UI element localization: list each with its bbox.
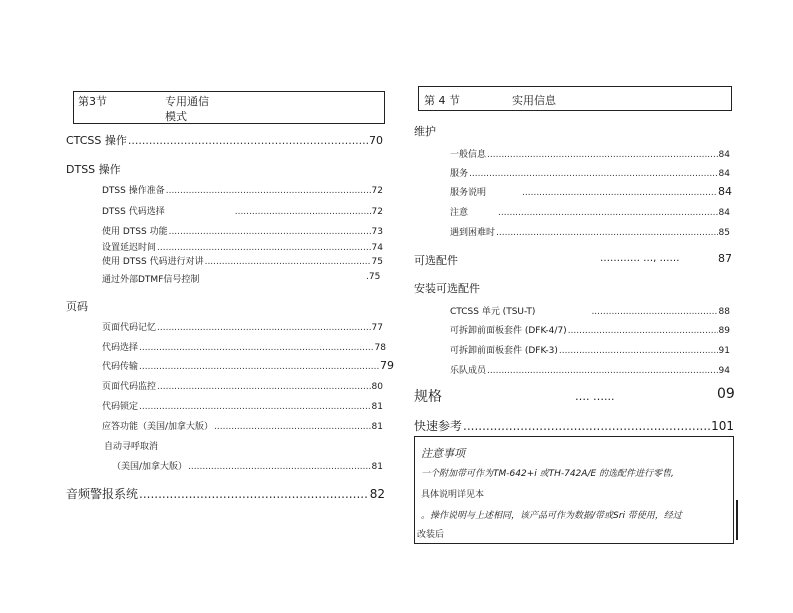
toc-paging-item[interactable] bbox=[102, 399, 383, 412]
toc-dtss-item-page: .75 bbox=[366, 272, 381, 282]
toc-item-label: 应答功能（美国/加拿大版） bbox=[102, 422, 214, 432]
toc-paging-item[interactable] bbox=[102, 379, 383, 392]
toc-auto-cancel-line1: 自动寻呼取消 bbox=[104, 442, 159, 452]
toc-leader bbox=[128, 134, 368, 147]
toc-item-page: 89 bbox=[718, 326, 730, 336]
toc-item-page: 79 bbox=[380, 359, 394, 372]
toc-leader bbox=[469, 169, 718, 179]
toc-item-label: DTSS 操作准备 bbox=[102, 186, 165, 196]
toc-item-label: 一般信息 bbox=[450, 150, 487, 160]
toc-item-page: 78 bbox=[374, 343, 386, 353]
toc-alarm[interactable] bbox=[66, 485, 385, 502]
toc-dtss-heading: DTSS 操作 bbox=[66, 163, 121, 176]
left-section-title-1: 专用通信 bbox=[165, 95, 209, 108]
toc-maintenance-item[interactable] bbox=[450, 166, 730, 179]
toc-item-page: 91 bbox=[718, 346, 730, 356]
toc-options-label[interactable]: 可选配件 bbox=[414, 254, 458, 267]
toc-options-page: 87 bbox=[718, 252, 732, 265]
note-line: 改装后 bbox=[417, 530, 445, 540]
toc-leader bbox=[522, 188, 717, 198]
toc-ctcss-page: 70 bbox=[369, 134, 383, 147]
toc-item-label: 设置延迟时间 bbox=[102, 243, 157, 253]
toc-item-page: 75 bbox=[371, 257, 383, 267]
toc-item-page: 73 bbox=[371, 227, 383, 237]
left-section-title-2: 模式 bbox=[165, 110, 187, 123]
toc-leader bbox=[463, 419, 710, 433]
toc-specs-page: 09 bbox=[717, 386, 735, 402]
toc-leader bbox=[157, 323, 371, 333]
toc-leader bbox=[487, 150, 718, 160]
toc-item-label: DTSS 代码选择 bbox=[102, 207, 165, 217]
toc-leader bbox=[139, 402, 371, 412]
toc-leader bbox=[169, 227, 371, 237]
toc-item-label: 页面代码记忆 bbox=[102, 323, 157, 333]
toc-item-page: 84 bbox=[718, 169, 730, 179]
toc-item-label: 服务 bbox=[450, 169, 469, 179]
toc-item-page: 84 bbox=[718, 208, 730, 218]
toc-install-heading: 安装可选配件 bbox=[414, 282, 480, 295]
left-section-header bbox=[73, 91, 385, 124]
toc-specs-dots: …. …... bbox=[575, 390, 615, 403]
toc-paging-item[interactable] bbox=[102, 320, 383, 333]
toc-item-page: 77 bbox=[371, 323, 383, 333]
toc-item-label: 使用 DTSS 功能 bbox=[102, 227, 168, 237]
toc-item-label: 代码锁定 bbox=[102, 402, 139, 412]
toc-alarm-label: 音频警报系统 bbox=[66, 487, 139, 501]
note-title: 注意事项 bbox=[421, 447, 465, 460]
toc-paging-item[interactable] bbox=[102, 340, 386, 353]
toc-maintenance-item[interactable] bbox=[450, 147, 730, 160]
toc-item-page: 84 bbox=[718, 185, 732, 198]
toc-item-label: 页面代码监控 bbox=[102, 382, 157, 392]
note-line: 具体说明详见本 bbox=[421, 490, 485, 500]
toc-item-label: （美国/加拿大版） bbox=[112, 462, 188, 472]
toc-paging-item[interactable] bbox=[102, 359, 394, 372]
toc-leader bbox=[205, 257, 371, 267]
toc-item-label: 乐队成员 bbox=[450, 366, 487, 376]
toc-paging-heading: 页码 bbox=[66, 300, 88, 313]
toc-quickref-label: 快速参考 bbox=[414, 419, 463, 433]
toc-leader bbox=[188, 462, 371, 472]
left-section-number: 第3节 bbox=[78, 95, 107, 108]
toc-item-label: 代码选择 bbox=[102, 343, 139, 353]
toc-item-page: 84 bbox=[718, 150, 730, 160]
toc-item-page: 94 bbox=[718, 366, 730, 376]
note-line: 一个附加带可作为TM-642+i 或TH-742A/E 的选配件进行零售, bbox=[421, 469, 674, 479]
note-line: 。操作说明与上述相同，该产品可作为数据/带或Sri 带使用，经过 bbox=[421, 511, 682, 521]
toc-leader bbox=[498, 208, 718, 218]
toc-item-page: 81 bbox=[371, 462, 383, 472]
toc-dtss-item[interactable] bbox=[102, 224, 383, 237]
toc-item-page: 88 bbox=[718, 307, 730, 317]
toc-install-item[interactable] bbox=[450, 323, 730, 336]
toc-item-page: 81 bbox=[371, 422, 383, 432]
toc-leader bbox=[235, 207, 371, 217]
right-section-header bbox=[418, 86, 732, 111]
toc-item-label: 可拆卸前面板套件 (DFK-4/7) bbox=[450, 326, 567, 336]
toc-leader bbox=[591, 307, 717, 317]
right-section-number: 第 4 节 bbox=[424, 94, 460, 107]
toc-leader bbox=[157, 382, 371, 392]
toc-dtss-item[interactable] bbox=[102, 254, 383, 267]
toc-item-label: 注意 bbox=[450, 208, 469, 218]
toc-ctcss-label: CTCSS 操作 bbox=[66, 134, 127, 147]
toc-item-label: 代码传输 bbox=[102, 362, 139, 372]
toc-item-label: 遇到困难时 bbox=[450, 228, 496, 238]
toc-item-page: 72 bbox=[371, 186, 383, 196]
toc-item-page: 80 bbox=[371, 382, 383, 392]
toc-maintenance-item[interactable] bbox=[450, 205, 730, 218]
toc-specs-label[interactable]: 规格 bbox=[414, 389, 442, 405]
toc-paging-item[interactable] bbox=[102, 419, 383, 432]
toc-dtss-item[interactable] bbox=[102, 204, 383, 217]
toc-install-item[interactable] bbox=[450, 363, 730, 376]
toc-item-page: 85 bbox=[718, 228, 730, 238]
toc-item-page: 74 bbox=[371, 243, 383, 253]
toc-leader bbox=[157, 243, 371, 253]
toc-leader bbox=[559, 346, 718, 356]
right-section-title: 实用信息 bbox=[512, 94, 556, 107]
toc-leader bbox=[214, 422, 371, 432]
toc-dtss-item-label: 通过外部DTMF信号控制 bbox=[102, 275, 200, 285]
toc-item-label: 使用 DTSS 代码进行对讲 bbox=[102, 257, 204, 267]
toc-item-label: 可拆卸前面板套件 (DFK-3) bbox=[450, 346, 558, 356]
toc-leader bbox=[496, 228, 718, 238]
toc-leader bbox=[166, 186, 371, 196]
toc-install-item[interactable] bbox=[450, 304, 730, 317]
note-corner-mark bbox=[736, 500, 738, 540]
toc-maintenance-heading: 维护 bbox=[414, 125, 436, 138]
toc-leader bbox=[487, 366, 718, 376]
toc-dtss-item[interactable] bbox=[102, 240, 383, 253]
toc-install-item[interactable] bbox=[450, 343, 730, 356]
toc-leader bbox=[139, 362, 379, 372]
toc-item-page: 81 bbox=[371, 402, 383, 412]
toc-leader bbox=[568, 326, 718, 336]
toc-leader bbox=[139, 487, 369, 501]
toc-ctcss[interactable] bbox=[66, 132, 383, 148]
toc-alarm-page: 82 bbox=[369, 487, 385, 501]
toc-quickref-page: 101 bbox=[711, 419, 734, 433]
toc-quickref[interactable] bbox=[414, 417, 734, 434]
toc-maintenance-item[interactable] bbox=[450, 225, 730, 238]
toc-maintenance-item[interactable] bbox=[450, 185, 732, 198]
toc-item-page: 72 bbox=[371, 207, 383, 217]
toc-item-label: 服务说明 bbox=[450, 188, 487, 198]
toc-item-label: CTCSS 单元 (TSU-T) bbox=[450, 307, 536, 317]
toc-auto-cancel[interactable] bbox=[112, 459, 383, 472]
toc-options-dots: ………… …, …… bbox=[600, 253, 680, 264]
toc-leader bbox=[139, 343, 374, 353]
toc-dtss-item[interactable] bbox=[102, 183, 383, 196]
